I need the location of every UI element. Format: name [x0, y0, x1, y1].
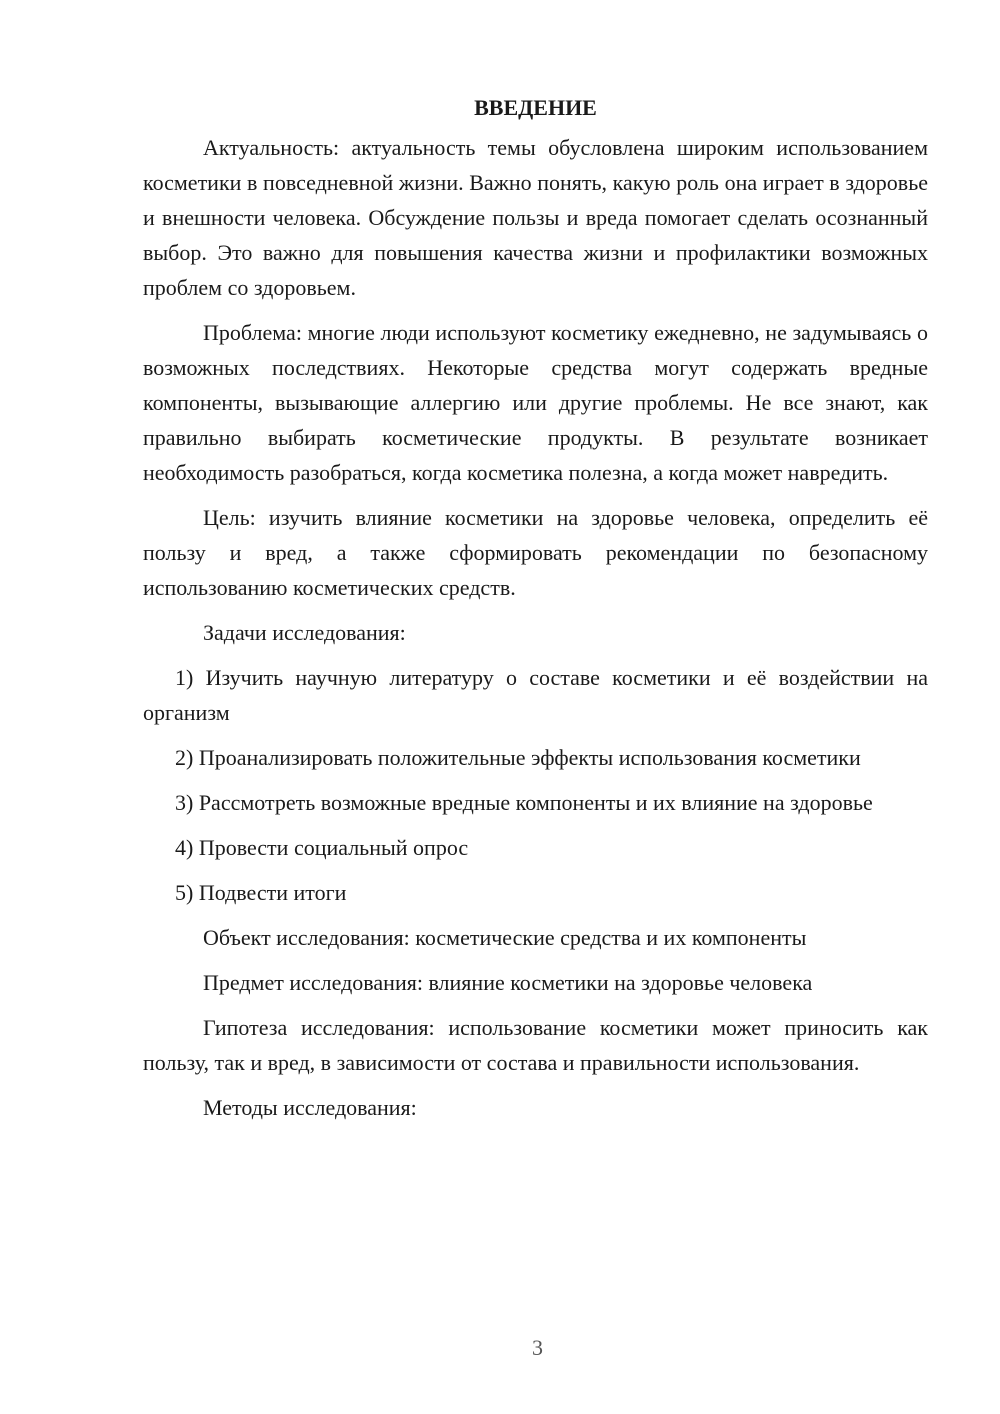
page-number: 3: [532, 1335, 543, 1360]
hypothesis-paragraph: Гипотеза исследования: использование косметики может приносить как пользу, так и вред, в зависимости от состава и правильности использования.: [143, 1015, 928, 1075]
relevance-paragraph: Актуальность: актуальность темы обусловлена широким использованием косметики в повседневной жизни. Важно понять, какую роль она играет в здоровье и внешности человека. Обсуждение пользы и вреда помогает сделать осознанный выбор. Это важно для повышения качества жизни и профилактики возможных проблем со здоровьем.: [143, 135, 928, 300]
task-item-2: 2) Проанализировать положительные эффекты использования косметики: [175, 745, 861, 770]
goal-paragraph: Цель: изучить влияние косметики на здоровье человека, определить её пользу и вред, а также сформировать рекомендации по безопасному использованию косметических средств.: [143, 505, 928, 600]
task-item-3: 3) Рассмотреть возможные вредные компоненты и их влияние на здоровье: [175, 790, 873, 815]
object-paragraph: Объект исследования: косметические средства и их компоненты: [203, 925, 807, 950]
problem-paragraph: Проблема: многие люди используют косметику ежедневно, не задумываясь о возможных последствиях. Некоторые средства могут содержать вредные компоненты, вызывающие аллергию или другие проблемы. Не все знают, как правильно выбирать косметические продукты. В результате возникает необходимость разобраться, когда косметика полезна, а когда может навредить.: [143, 320, 928, 485]
document-page: [143, 90, 928, 1135]
methods-heading: Методы исследования:: [203, 1095, 417, 1120]
task-item-4: 4) Провести социальный опрос: [175, 835, 469, 860]
tasks-heading: Задачи исследования:: [203, 620, 406, 645]
task-item-5: 5) Подвести итоги: [175, 880, 347, 905]
page-title: ВВЕДЕНИЕ: [474, 95, 597, 120]
subject-paragraph: Предмет исследования: влияние косметики на здоровье человека: [203, 970, 813, 995]
task-item-1: 1) Изучить научную литературу о составе косметики и её воздействии на организм: [143, 665, 928, 725]
